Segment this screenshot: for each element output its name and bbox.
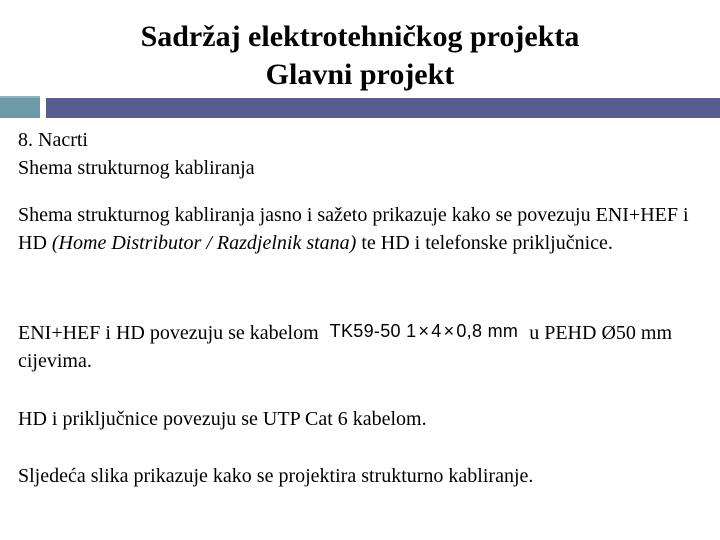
paragraph-utp: HD i priključnice povezuju se UTP Cat 6 kabelom. [18, 408, 427, 430]
paragraph-description [18, 201, 708, 257]
title-rule-left [0, 98, 40, 118]
section-heading [18, 126, 255, 182]
cable-type: TK59-50 [329, 321, 401, 341]
section-number: 8. Nacrti [18, 129, 88, 151]
title-rule-right [46, 98, 720, 118]
paragraph-cable-text-end: u PEHD Ø50 mm cijevima. [18, 322, 673, 372]
cable-multiply-sign-1: × [418, 321, 430, 341]
section-name: Shema strukturnog kabliranja [18, 157, 255, 179]
slide-title-line-1: Sadržaj elektrotehničkog projekta [140, 20, 580, 53]
paragraph-description-text: Shema strukturnog kabliranja jasno i sažeto prikazuje kako se povezuju ENI+HEF i HD [18, 204, 689, 254]
cable-pairs: 1 [406, 321, 417, 341]
paragraph-next-figure: Sljedeća slika prikazuje kako se projektira strukturno kabliranje. [18, 465, 534, 487]
cable-diameter: 0,8 [456, 321, 483, 341]
cable-formula [324, 317, 525, 345]
cable-quads: 4 [431, 321, 442, 341]
slide-title-line-2: Glavni projekt [265, 58, 455, 91]
paragraph-cable [18, 317, 708, 375]
paragraph-description-text-end: te HD i telefonske priključnice. [356, 232, 613, 254]
paragraph-cable-text: ENI+HEF i HD povezuju se kabelom [18, 322, 319, 344]
slide-title [0, 18, 720, 94]
paragraph-description-italic: (Home Distributor / Razdjelnik stana) [51, 232, 357, 254]
cable-unit: mm [487, 321, 519, 341]
cable-multiply-sign-2: × [443, 321, 455, 341]
